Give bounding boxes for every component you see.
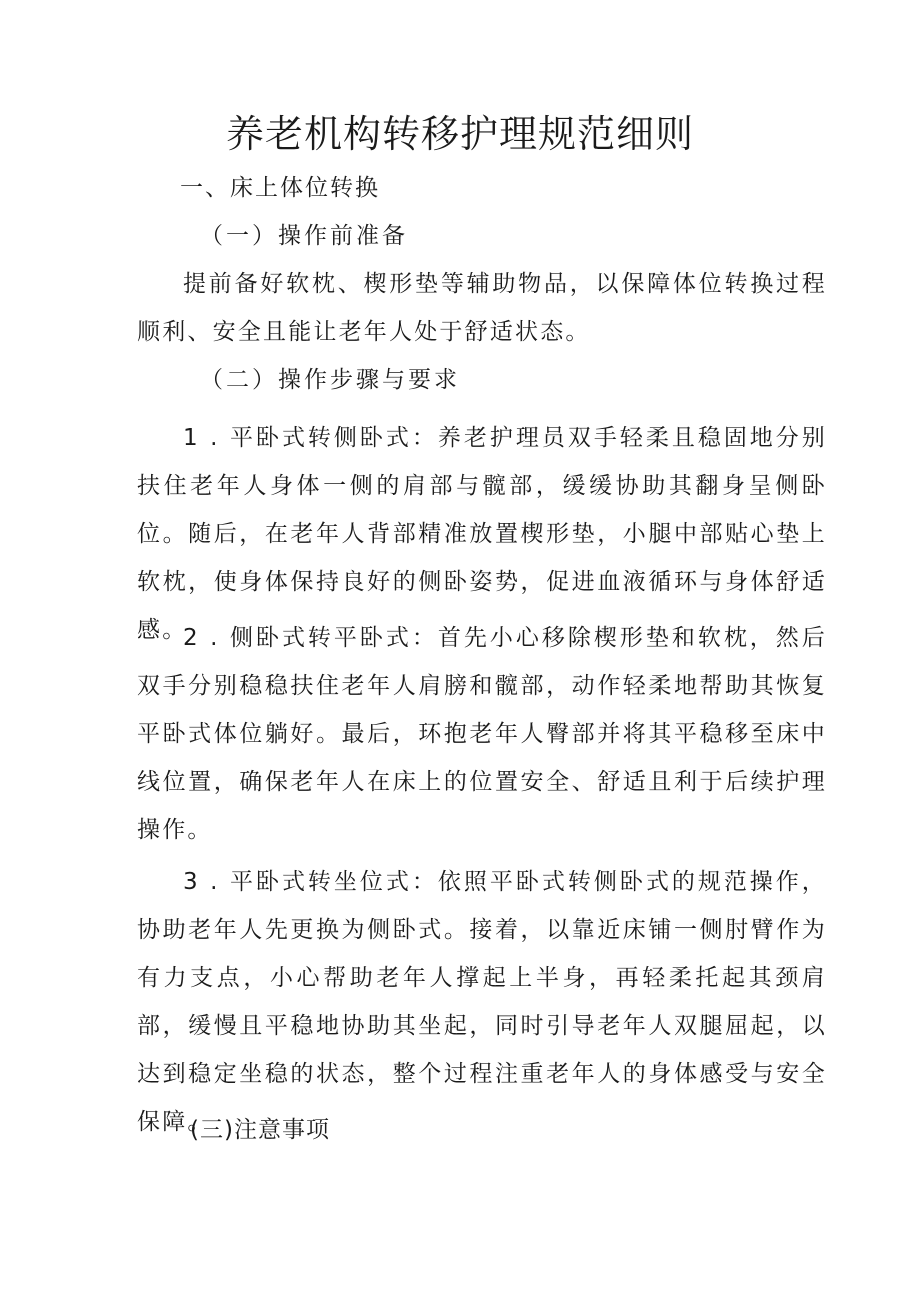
- step-paragraph-3: 3 . 平卧式转坐位式：依照平卧式转侧卧式的规范操作，协助老年人先更换为侧卧式。接着，以靠近床铺一侧肘臂作为有力支点，小心帮助老年人撑起上半身，再轻柔托起其颈肩部，缓慢且平稳地协助其坐起，同时引导老年人双腿屈起，以达到稳定坐稳的状态，整个过程注重老年人的身体感受与安全保障。: [137, 869, 827, 1135]
- step-paragraph-1: 1 . 平卧式转侧卧式：养老护理员双手轻柔且稳固地分别扶住老年人身体一侧的肩部与髋部，缓缓协助其翻身呈侧卧位。随后，在老年人背部精准放置楔形垫，小腿中部贴心垫上软枕，使身体保持良好的侧卧姿势，促进血液循环与身体舒适感。: [137, 425, 827, 643]
- document-title: 养老机构转移护理规范细则: [225, 112, 694, 156]
- step-paragraph-2: 2 . 侧卧式转平卧式：首先小心移除楔形垫和软枕，然后双手分别稳稳扶住老年人肩膀和髋部，动作轻柔地帮助其恢复平卧式体位躺好。最后，环抱老年人臀部并将其平稳移至床中线位置，确保老年人在床上的位置安全、舒适且利于后续护理操作。: [137, 625, 827, 843]
- subsection-heading-2: （二）操作步骤与要求: [200, 367, 460, 393]
- section-heading: 一、床上体位转换: [180, 175, 380, 201]
- subsection-heading-1: （一）操作前准备: [200, 223, 408, 249]
- preparation-paragraph: 提前备好软枕、楔形垫等辅助物品，以保障体位转换过程顺利、安全且能让老年人处于舒适状态。: [137, 271, 827, 345]
- subsection-heading-3: (三)注意事项: [190, 1117, 330, 1143]
